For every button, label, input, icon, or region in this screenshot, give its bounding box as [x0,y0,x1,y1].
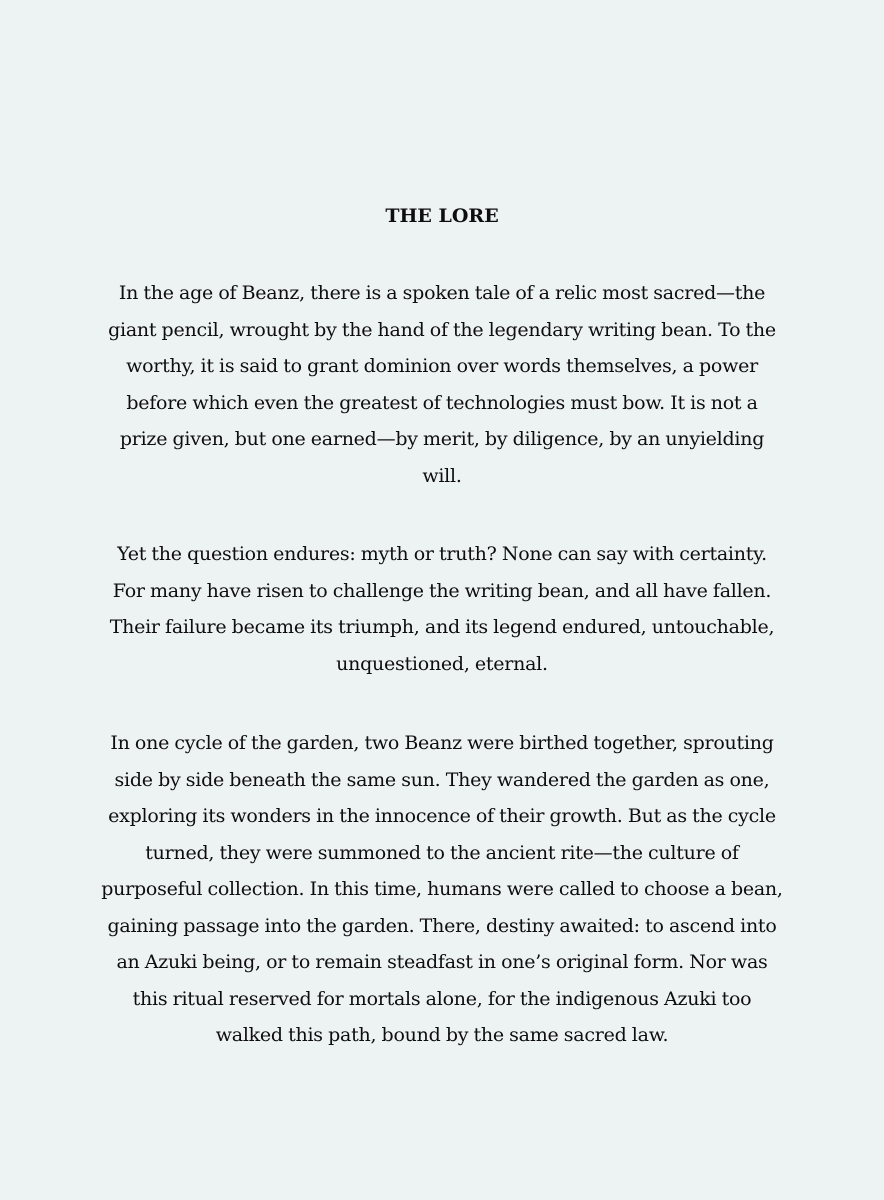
paragraph-line: giant pencil, wrought by the hand of the legendary writing bean. To the [108,318,776,341]
page-title: THE LORE [385,205,499,227]
paragraph-line: before which even the greatest of technologies must bow. It is not a [126,391,758,414]
paragraph-line: Yet the question endures: myth or truth? None can say with certainty. [117,543,767,565]
lore-paragraph-2 [80,536,804,682]
paragraph-line: worthy, it is said to grant dominion over words themselves, a power [126,355,758,377]
paragraph-line: side by side beneath the same sun. They wandered the garden as one, [114,768,770,791]
paragraph-line: turned, they were summoned to the ancient rite—the culture of [145,841,739,864]
paragraph-line: will. [422,464,462,487]
paragraph-line: purposeful collection. In this time, humans were called to choose a bean, [101,878,783,900]
paragraph-line: prize given, but one earned—by merit, by diligence, by an unyielding [119,428,765,450]
paragraph-line: gaining passage into the garden. There, destiny awaited: to ascend into [107,914,777,937]
paragraph-line: In the age of Beanz, there is a spoken tale of a relic most sacred—the [118,282,766,304]
paragraph-line: For many have risen to challenge the writing bean, and all have fallen. [112,579,772,602]
paragraph-line: walked this path, bound by the same sacred law. [215,1024,669,1046]
paragraph-line: unquestioned, eternal. [336,652,548,675]
lore-paragraph-1 [80,275,804,494]
paragraph-line: In one cycle of the garden, two Beanz were birthed together, sprouting [110,732,774,754]
paragraph-line: an Azuki being, or to remain steadfast in one’s original form. Nor was [116,951,768,973]
paragraph-line: exploring its wonders in the innocence of their growth. But as the cycle [108,805,776,827]
paragraph-line: this ritual reserved for mortals alone, for the indigenous Azuki too [132,987,752,1010]
paragraph-line: Their failure became its triumph, and its legend endured, untouchable, [109,616,775,638]
lore-paragraph-3 [80,725,804,1054]
